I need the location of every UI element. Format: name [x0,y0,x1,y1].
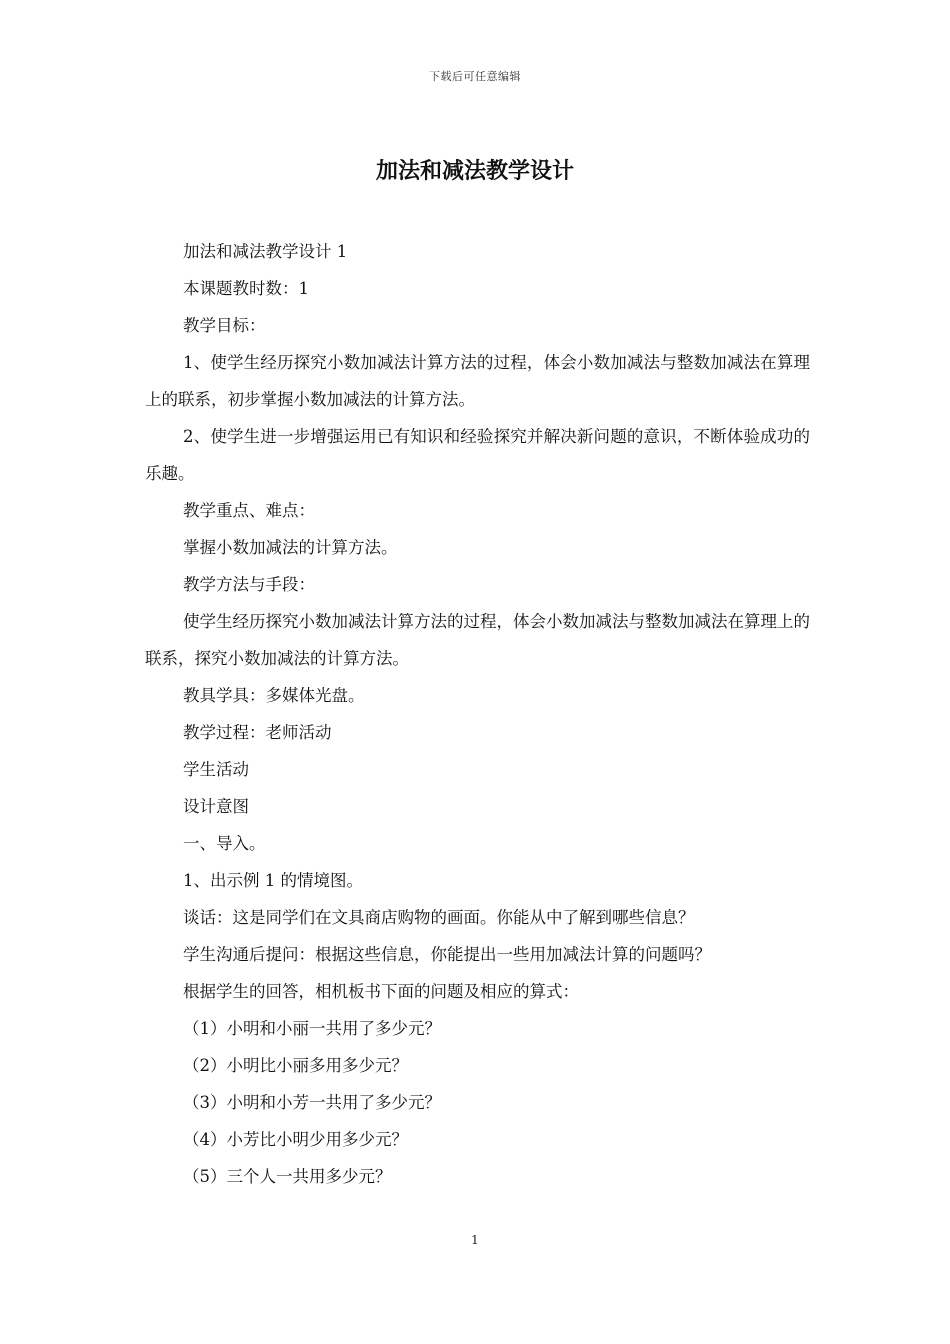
paragraph-lesson-number: 加法和减法教学设计 1 [183,242,348,261]
paragraph-design-intent: 设计意图 [183,797,249,816]
paragraph-section-intro: 一、导入。 [183,834,266,853]
paragraph-class-hours: 本课题教时数：1 [183,279,309,298]
paragraph-methods-heading: 教学方法与手段： [183,575,315,594]
list-item-question-2: （2）小明比小丽多用多少元？ [183,1056,408,1075]
paragraph-methods: 使学生经历探究小数加减法计算方法的过程，体会小数加减法与整数加减法在算理上的联系，探究小数加减法的计算方法。 [145,612,810,668]
paragraph-key-points: 掌握小数加减法的计算方法。 [183,538,398,557]
paragraph-show-example: 1、出示例 1 的情境图。 [183,871,363,890]
list-item-question-3: （3）小明和小芳一共用了多少元？ [183,1093,441,1112]
list-item-question-5: （5）三个人一共用多少元？ [183,1167,392,1186]
paragraph-process-teacher: 教学过程：老师活动 [183,723,332,742]
page-header-note: 下载后可任意编辑 [429,70,521,83]
list-item-question-4: （4）小芳比小明少用多少元？ [183,1130,408,1149]
document-title: 加法和减法教学设计 [375,158,574,184]
paragraph-objective-1: 1、使学生经历探究小数加减法计算方法的过程，体会小数加减法与整数加减法在算理上的联系，初步掌握小数加减法的计算方法。 [145,353,810,409]
paragraph-key-points-heading: 教学重点、难点： [183,501,315,520]
paragraph-student-question: 学生沟通后提问：根据这些信息，你能提出一些用加减法计算的问题吗？ [183,945,711,964]
page-number: 1 [471,1233,479,1247]
paragraph-objective-2: 2、使学生进一步增强运用已有知识和经验探究并解决新问题的意识，不断体验成功的乐趣。 [145,427,810,483]
paragraph-objectives-heading: 教学目标： [183,316,266,335]
document-body [145,233,810,1195]
list-item-question-1: （1）小明和小丽一共用了多少元？ [183,1019,441,1038]
paragraph-talk: 谈话：这是同学们在文具商店购物的画面。你能从中了解到哪些信息？ [183,908,695,927]
paragraph-board-writing: 根据学生的回答，相机板书下面的问题及相应的算式： [183,982,579,1001]
paragraph-teaching-aids: 教具学具：多媒体光盘。 [183,686,365,705]
paragraph-student-activity: 学生活动 [183,760,249,779]
